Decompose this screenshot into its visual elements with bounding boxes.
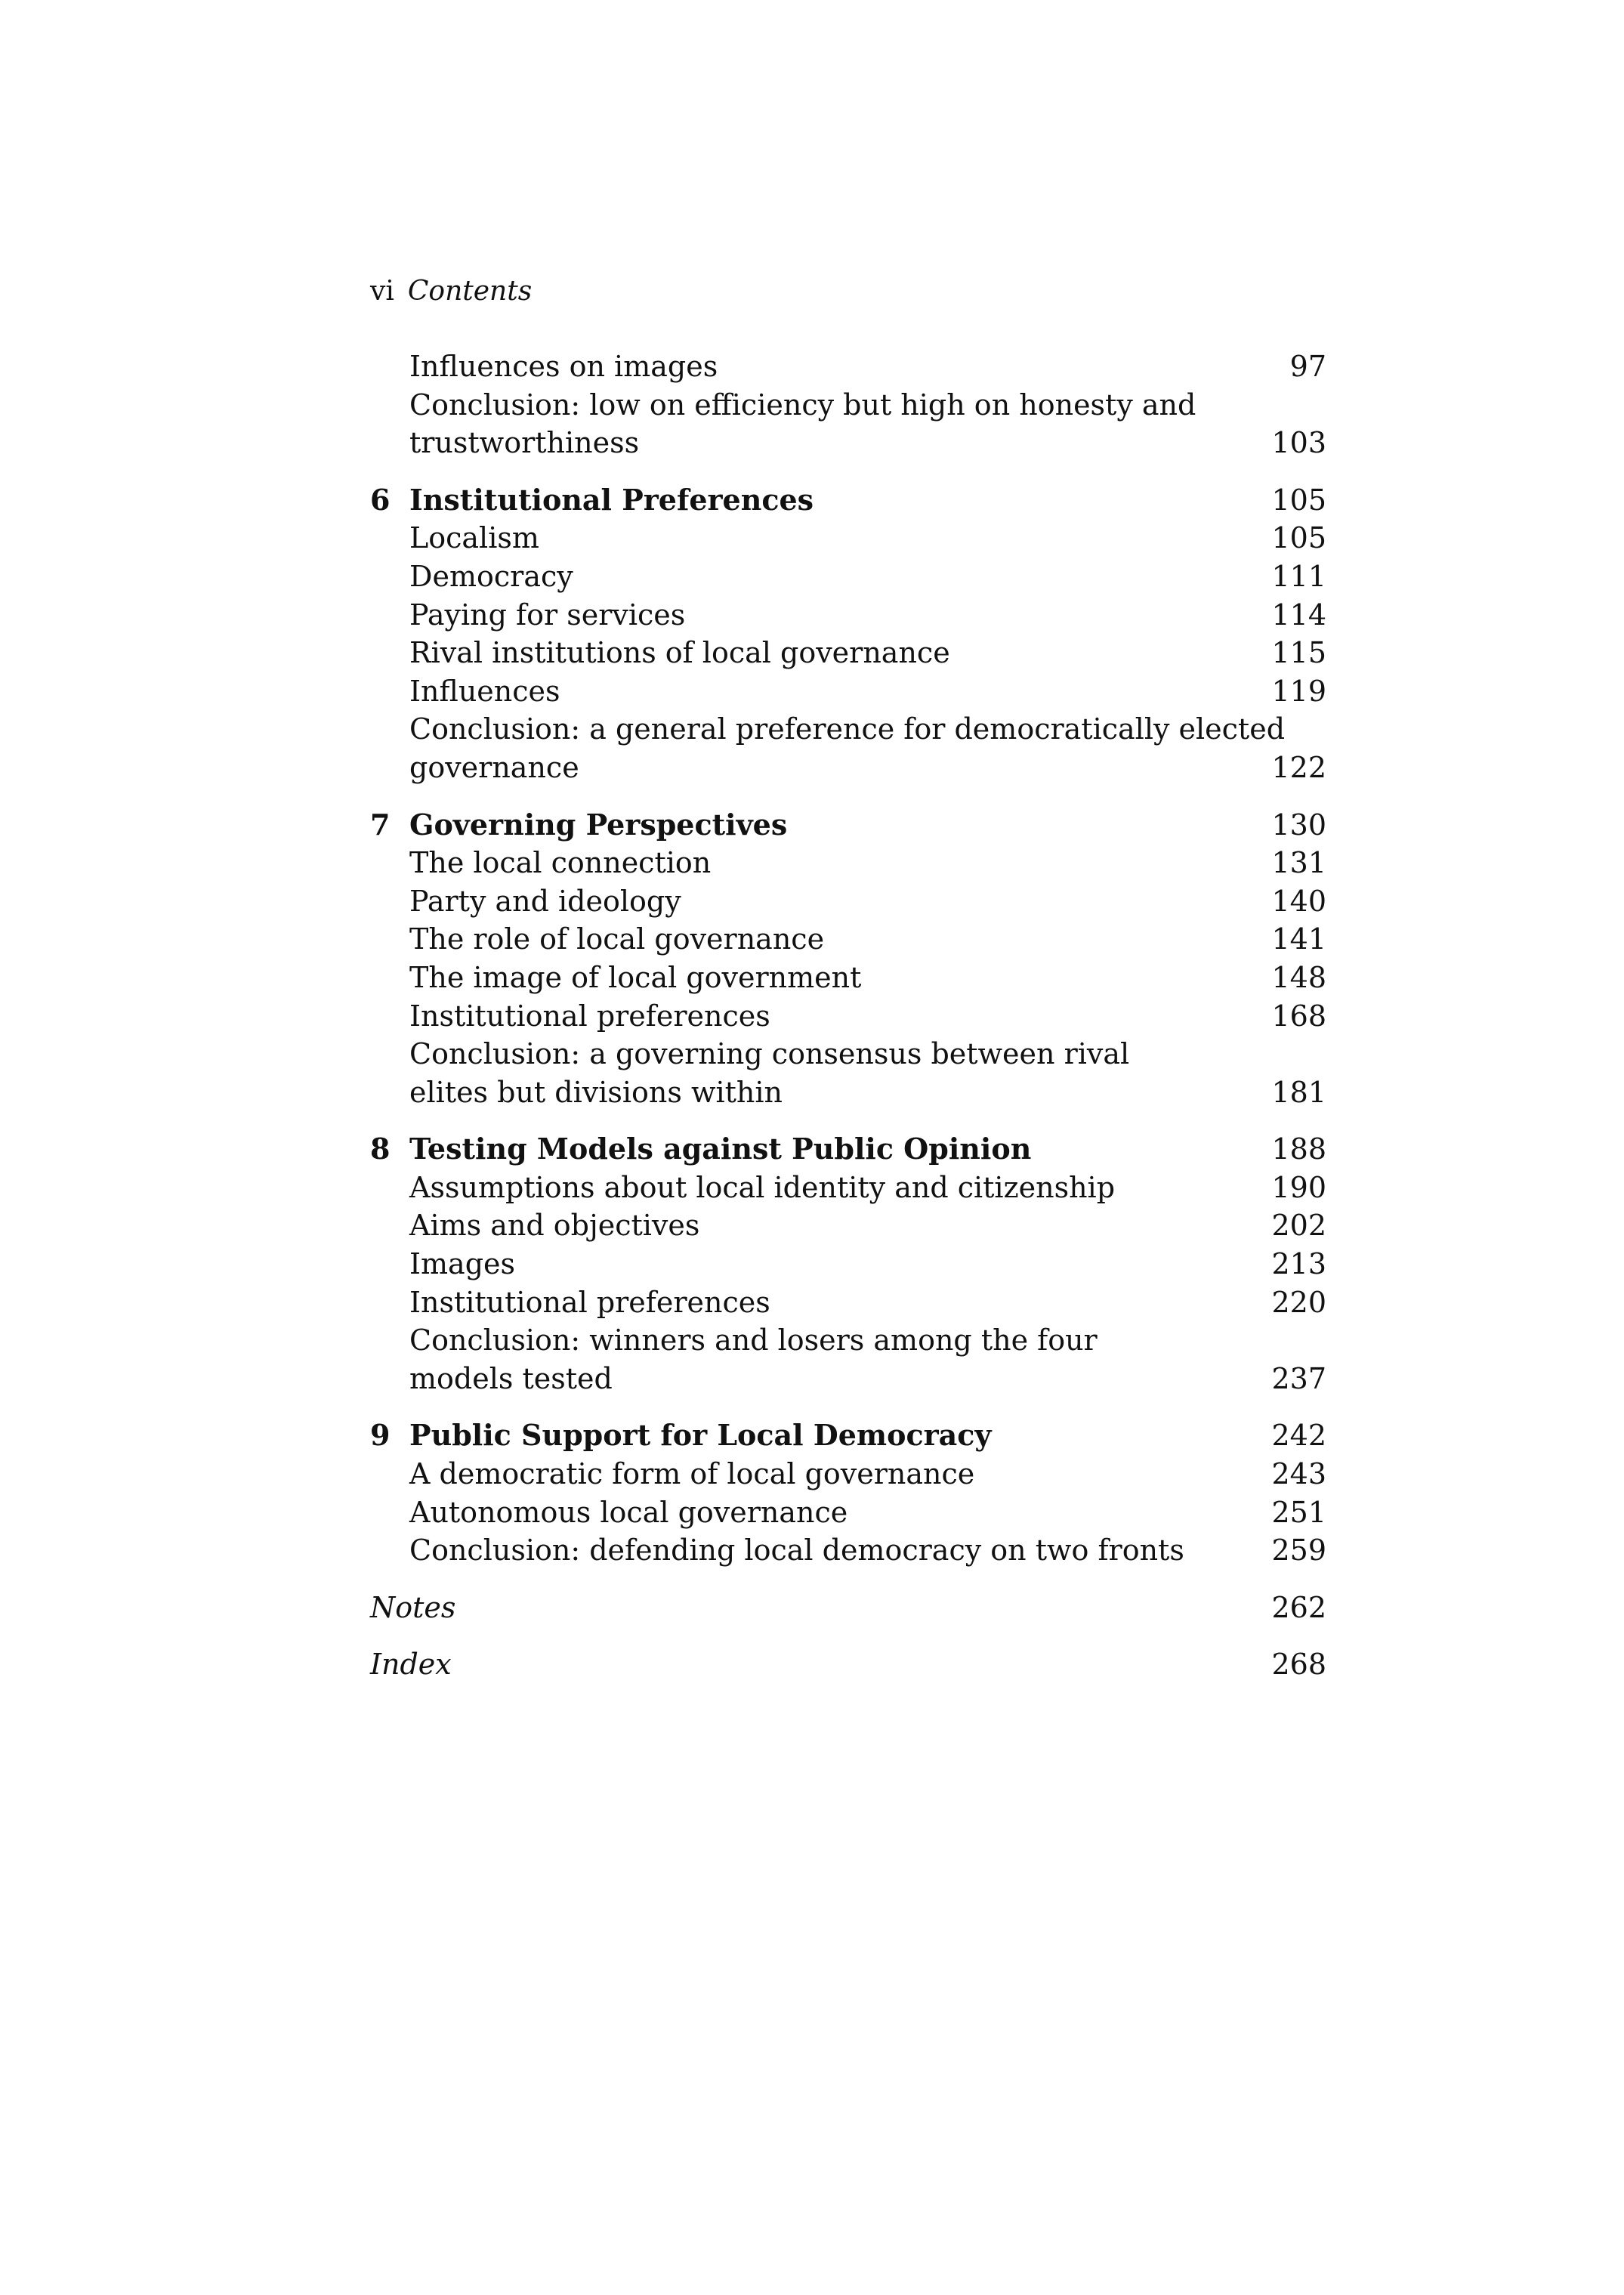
page-number: 111 <box>1271 559 1326 593</box>
toc-section-entry <box>370 997 1326 1036</box>
page-number: 202 <box>1271 1209 1326 1243</box>
page-number: 243 <box>1271 1457 1326 1491</box>
page-number: 105 <box>1271 483 1326 517</box>
entry-title: Rival institutions of local governance <box>409 636 950 670</box>
page-number: 131 <box>1271 846 1326 880</box>
chapter-number: 8 <box>370 1132 391 1166</box>
page-number: 259 <box>1271 1534 1326 1568</box>
page-number: 251 <box>1271 1495 1326 1529</box>
entry-title: Aims and objectives <box>409 1209 700 1243</box>
page-number: 242 <box>1271 1419 1326 1453</box>
toc-backmatter-entry <box>370 1589 1326 1627</box>
toc-chapter-entry <box>370 806 1326 845</box>
entry-title: Conclusion: low on efficiency but high on honesty and <box>409 388 1196 422</box>
toc-section-entry <box>370 1283 1326 1322</box>
entry-title: Index <box>370 1648 452 1682</box>
toc-section-entry <box>370 1531 1326 1570</box>
page-number: 220 <box>1271 1285 1326 1319</box>
page-number: 268 <box>1271 1648 1326 1682</box>
entry-title: Testing Models against Public Opinion <box>409 1132 1032 1166</box>
page-number: 168 <box>1271 999 1326 1033</box>
entry-title: Influences on images <box>409 350 718 383</box>
toc-chapter-entry <box>370 1416 1326 1455</box>
toc-chapter-entry <box>370 1130 1326 1169</box>
page-number: 188 <box>1271 1132 1326 1166</box>
toc-section-entry <box>370 1169 1326 1207</box>
entry-title: A democratic form of local governance <box>409 1457 975 1491</box>
chapter-number: 9 <box>370 1418 391 1453</box>
toc-section-entry <box>370 386 1326 425</box>
toc-section-entry <box>370 1206 1326 1245</box>
entry-title: models tested <box>409 1361 613 1395</box>
entry-title: Assumptions about local identity and citizenship <box>409 1170 1116 1204</box>
page-number: 141 <box>1271 922 1326 956</box>
running-head-title: Contents <box>407 276 533 307</box>
entry-title: Governing Perspectives <box>409 807 788 842</box>
entry-title: Conclusion: a general preference for democratically elected <box>409 712 1286 746</box>
toc-section-entry <box>370 1035 1326 1073</box>
toc-section-entry <box>370 1245 1326 1283</box>
entry-title: Democracy <box>409 559 573 593</box>
page-number: 190 <box>1271 1170 1326 1204</box>
toc-section-entry <box>370 596 1326 635</box>
entry-title: The role of local governance <box>409 922 825 956</box>
page-number: 97 <box>1289 350 1326 383</box>
toc-section-entry <box>370 1073 1326 1112</box>
entry-title: The image of local government <box>409 960 862 994</box>
entry-title: Localism <box>409 521 539 555</box>
toc-section-entry <box>370 882 1326 921</box>
toc-section-entry <box>370 1360 1326 1398</box>
page-number: 105 <box>1271 521 1326 555</box>
entry-title: Institutional Preferences <box>409 482 814 517</box>
entry-title: Notes <box>370 1590 456 1624</box>
page-number: 181 <box>1271 1075 1326 1109</box>
toc-section-entry <box>370 672 1326 711</box>
toc-section-entry <box>370 1455 1326 1493</box>
toc-section-entry <box>370 347 1326 386</box>
chapter-number: 6 <box>370 482 391 517</box>
entry-title: elites but divisions within <box>409 1075 783 1109</box>
toc-section-entry <box>370 710 1326 749</box>
page-number: 237 <box>1271 1361 1326 1395</box>
entry-title: Paying for services <box>409 598 686 632</box>
toc-chapter-entry <box>370 481 1326 520</box>
page-number: 119 <box>1271 674 1326 708</box>
toc-section-entry <box>370 558 1326 596</box>
entry-title: governance <box>409 750 579 784</box>
toc-section-entry <box>370 844 1326 882</box>
toc-section-entry <box>370 959 1326 997</box>
page-number: 130 <box>1271 808 1326 842</box>
entry-title: The local connection <box>409 846 712 880</box>
entry-title: Conclusion: defending local democracy on two fronts <box>409 1534 1184 1568</box>
page-number: 115 <box>1271 636 1326 670</box>
page-number: 122 <box>1271 750 1326 784</box>
toc-section-entry <box>370 1493 1326 1532</box>
page-number: 262 <box>1271 1590 1326 1624</box>
entry-title: Influences <box>409 674 560 708</box>
toc-section-entry <box>370 920 1326 959</box>
page-number: 114 <box>1271 598 1326 632</box>
toc-backmatter-entry <box>370 1645 1326 1684</box>
entry-title: Party and ideology <box>409 884 681 918</box>
chapter-number: 7 <box>370 807 391 842</box>
running-head <box>370 273 532 310</box>
entry-title: Autonomous local governance <box>409 1495 848 1529</box>
entry-title: Conclusion: winners and losers among the four <box>409 1324 1098 1358</box>
entry-title: trustworthiness <box>409 426 640 460</box>
page-number: 140 <box>1271 884 1326 918</box>
toc-section-entry <box>370 634 1326 672</box>
table-of-contents <box>370 347 1326 1684</box>
toc-section-entry <box>370 519 1326 558</box>
entry-title: Institutional preferences <box>409 999 770 1033</box>
entry-title: Institutional preferences <box>409 1285 770 1319</box>
entry-title: Images <box>409 1247 516 1281</box>
toc-section-entry <box>370 424 1326 462</box>
page-number: 213 <box>1271 1247 1326 1281</box>
page-folio: vi <box>370 276 394 307</box>
toc-section-entry <box>370 1321 1326 1360</box>
toc-section-entry <box>370 749 1326 787</box>
entry-title: Public Support for Local Democracy <box>409 1418 992 1453</box>
page-number: 148 <box>1271 960 1326 994</box>
entry-title: Conclusion: a governing consensus between rival <box>409 1037 1130 1071</box>
page-number: 103 <box>1271 426 1326 460</box>
